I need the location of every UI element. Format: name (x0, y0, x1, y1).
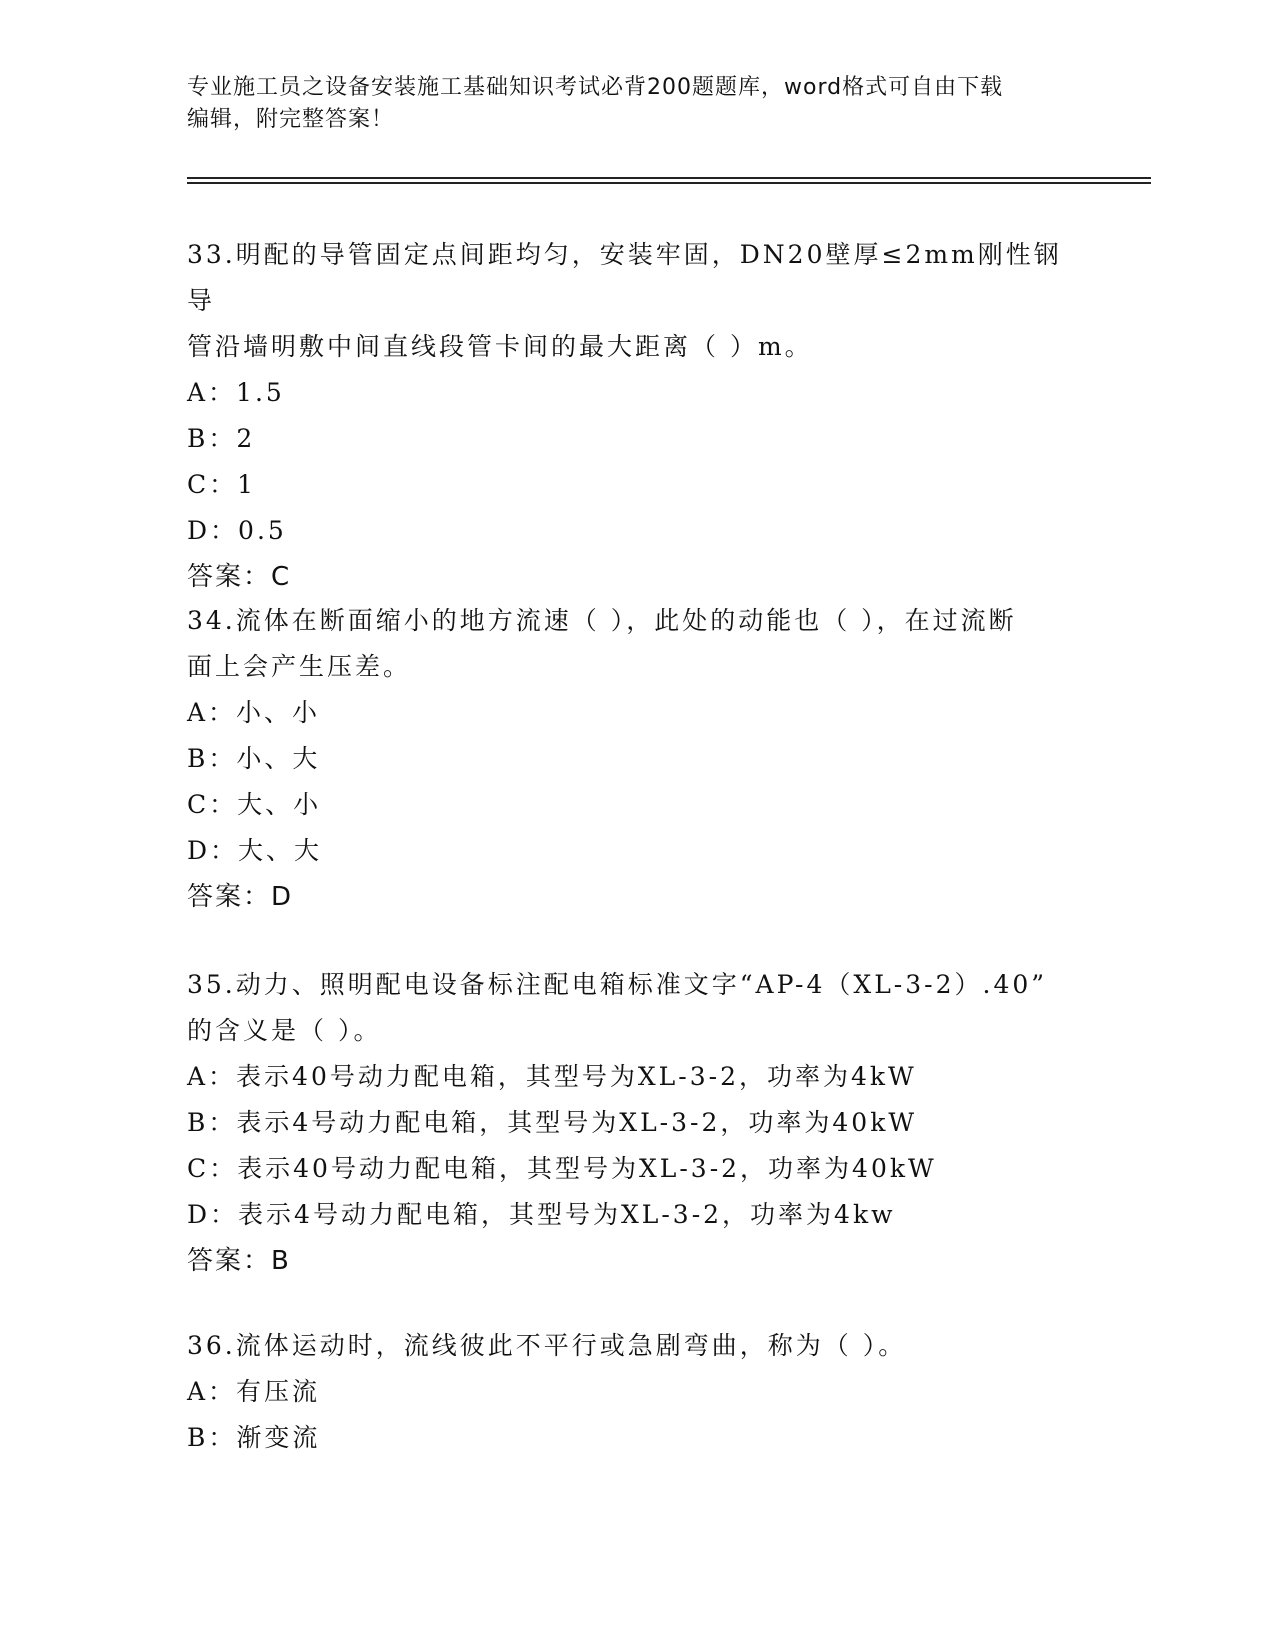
option-a: A：1.5 (187, 378, 285, 407)
question-36 (187, 1323, 1087, 1461)
option-b: B：小、大 (187, 744, 321, 773)
question-33 (187, 232, 1087, 600)
option-b: B：渐变流 (187, 1423, 321, 1452)
option-c: C：1 (187, 470, 257, 499)
option-d: D：大、大 (187, 836, 323, 865)
question-stem-line-2: 管沿墙明敷中间直线段管卡间的最大距离（ ）m。 (187, 332, 813, 361)
header-divider-bottom (187, 182, 1151, 184)
answer: 答案：D (187, 882, 294, 912)
option-d: D：表示4号动力配电箱，其型号为XL-3-2，功率为4kw (187, 1200, 896, 1229)
question-stem-line-1: 34.流体在断面缩小的地方流速（ ），此处的动能也（ ），在过流断 (187, 606, 1017, 635)
option-a: A：有压流 (187, 1377, 321, 1406)
option-c: C：表示40号动力配电箱，其型号为XL-3-2，功率为40kW (187, 1154, 937, 1183)
document-header (187, 72, 1087, 136)
option-c: C：大、小 (187, 790, 322, 819)
question-35 (187, 962, 1087, 1284)
answer: 答案：B (187, 1246, 291, 1276)
question-stem-line-1: 33.明配的导管固定点间距均匀，安装牢固，DN20壁厚≤2mm刚性钢导 (187, 240, 1062, 315)
question-stem-line-2: 的含义是（ ）。 (187, 1016, 382, 1045)
header-divider-top (187, 177, 1151, 179)
answer: 答案：C (187, 562, 292, 592)
option-b: B：2 (187, 424, 256, 453)
option-d: D：0.5 (187, 516, 287, 545)
question-stem-line-1: 35.动力、照明配电设备标注配电箱标准文字“AP-4（XL-3-2）.40” (187, 970, 1048, 999)
question-stem-line-1: 36.流体运动时，流线彼此不平行或急剧弯曲，称为（ ）。 (187, 1331, 907, 1360)
option-a: A：小、小 (187, 698, 321, 727)
header-line-2: 编辑，附完整答案！ (187, 107, 395, 132)
option-a: A：表示40号动力配电箱，其型号为XL-3-2，功率为4kW (187, 1062, 917, 1091)
header-line-1: 专业施工员之设备安装施工基础知识考试必背200题题库，word格式可自由下载 (187, 75, 1004, 100)
option-b: B：表示4号动力配电箱，其型号为XL-3-2，功率为40kW (187, 1108, 918, 1137)
question-34 (187, 598, 1087, 920)
question-stem-line-2: 面上会产生压差。 (187, 652, 412, 681)
